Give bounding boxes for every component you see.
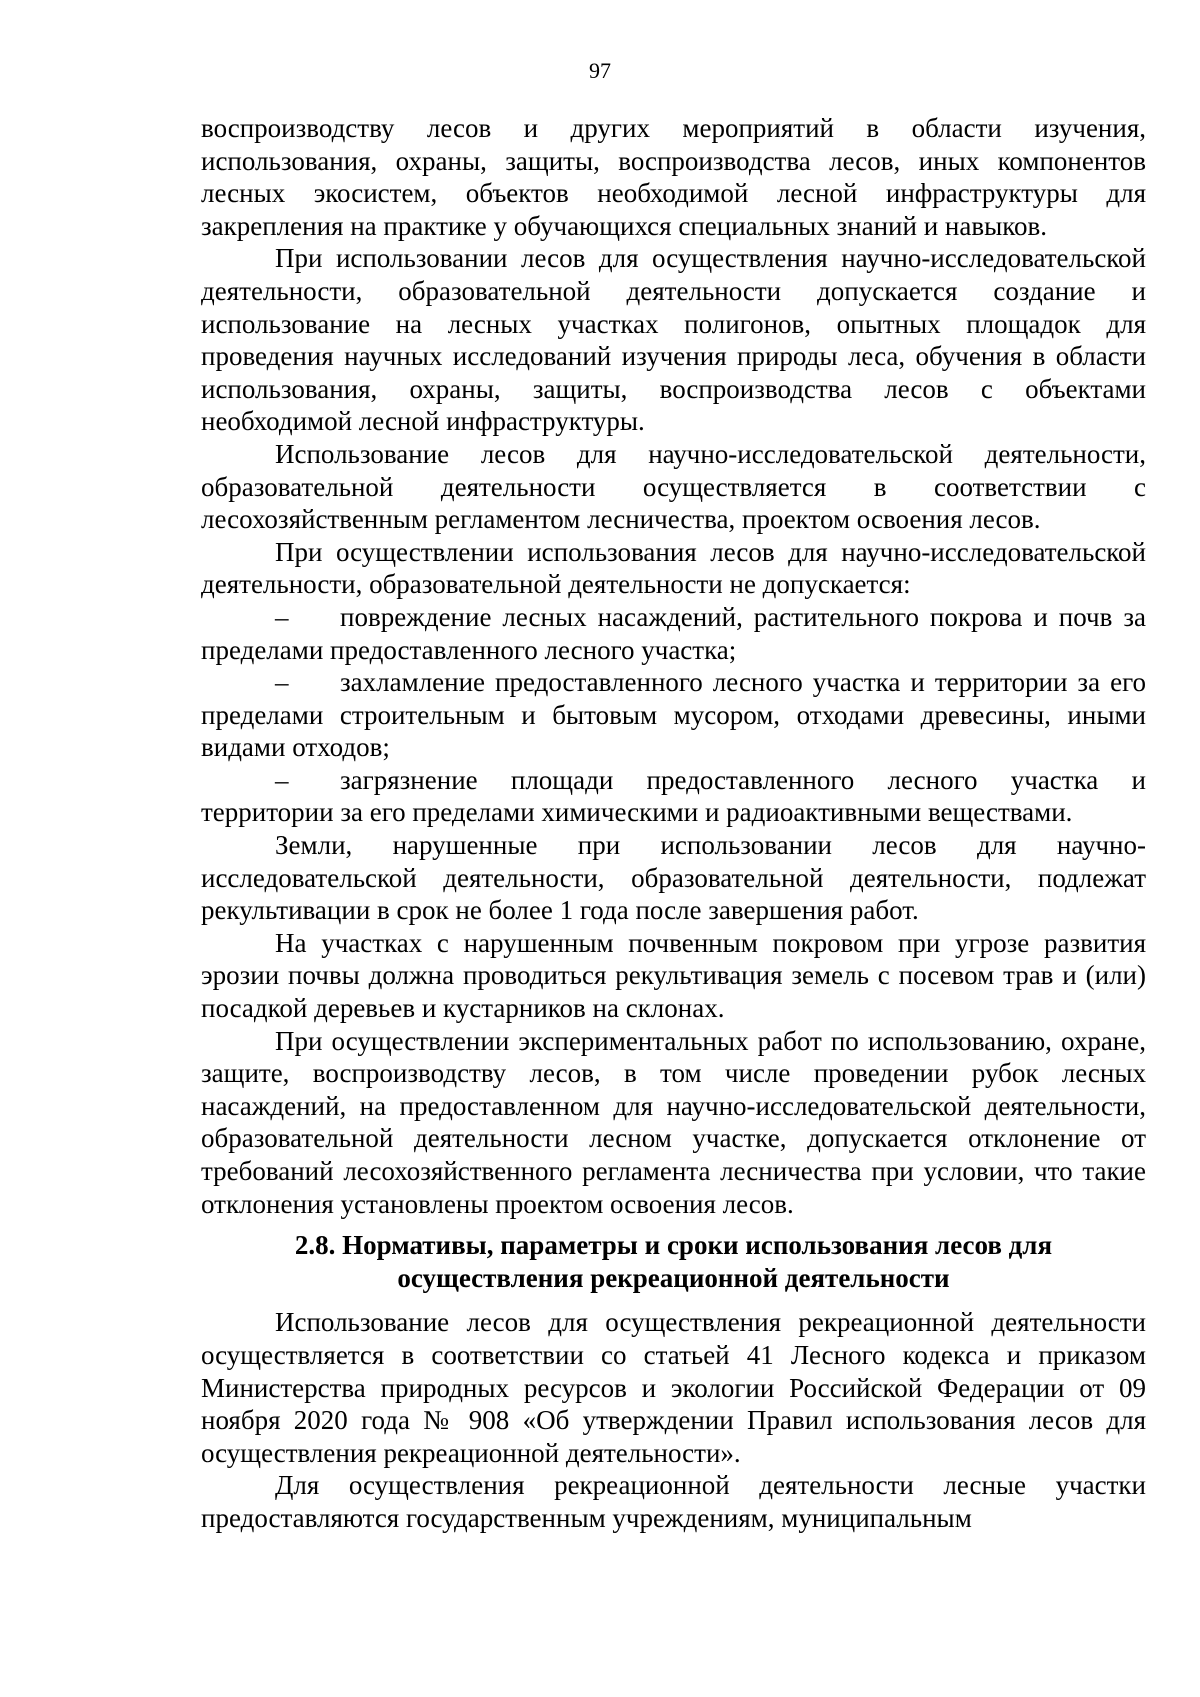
list-item [201,764,1146,829]
paragraph: Использование лесов для осуществления рекреационной деятельности осуществляется в соответствии со статьей 41 Лесного кодекса и приказом Министерства природных ресурсов и экологии Российской Федерации от 09 ноября 2020 года № 908 «Об утверждении Правил использования лесов для осуществления рекреационной деятельности». [201,1307,1146,1468]
list-item [201,601,1146,666]
paragraph: Для осуществления рекреационной деятельности лесные участки предоставляются государственным учреждениям, муниципальным [201,1470,1146,1533]
paragraph: При осуществлении экспериментальных работ по использованию, охране, защите, воспроизводству лесов, в том числе проведении рубок лесных насаждений, на предоставленном для научно-исследовательской деятельности, образовательной деятельности лесном участке, допускается отклонение от требований лесохозяйственного регламента лесничества при условии, что такие отклонения установлены проектом освоения лесов. [201,1025,1146,1219]
list-dash: – [275,601,289,632]
paragraph: При осуществлении использования лесов для научно-исследовательской деятельности, образовательной деятельности не допускается: [201,536,1146,600]
document-body [201,112,1146,1535]
paragraph: На участках с нарушенным почвенным покровом при угрозе развития эрозии почвы должна проводиться рекультивация земель с посевом трав и (или) посадкой деревьев и кустарников на склонах. [201,927,1146,1024]
page-number: 97 [589,58,611,83]
paragraph: При использовании лесов для осуществления научно-исследовательской деятельности, образовательной деятельности допускается создание и использование на лесных участках полигонов, опытных площадок для проведения научных исследований изучения природы леса, обучения в области использования, охраны, защиты, воспроизводства лесов с объектами необходимой лесной инфраструктуры. [201,243,1146,437]
list-dash: – [275,764,289,795]
list-dash: – [275,667,289,698]
list-item-text: захламление предоставленного лесного участка и территории за его пределами строительным и бытовым мусором, отходами древесины, иными видами отходов; [201,667,1146,763]
list-item-text: загрязнение площади предоставленного лесного участка и территории за его пределами химическими и радиоактивными веществами. [201,764,1146,828]
section-heading: 2.8. Нормативы, параметры и сроки использования лесов для осуществления рекреационной деятельности [294,1230,1053,1293]
list-item [201,666,1146,764]
list-item-text: повреждение лесных насаждений, растительного покрова и почв за пределами предоставленного лесного участка; [201,601,1146,665]
paragraph-continuation: воспроизводству лесов и других мероприятий в области изучения, использования, охраны, защиты, воспроизводства лесов, иных компонентов лесных экосистем, объектов необходимой лесной инфраструктуры для закрепления на практике у обучающихся специальных знаний и навыков. [201,113,1146,241]
paragraph: Использование лесов для научно-исследовательской деятельности, образовательной деятельности осуществляется в соответствии с лесохозяйственным регламентом лесничества, проектом освоения лесов. [201,438,1146,535]
paragraph: Земли, нарушенные при использовании лесов для научно-исследовательской деятельности, образовательной деятельности, подлежат рекультивации в срок не более 1 года после завершения работ. [201,830,1146,926]
